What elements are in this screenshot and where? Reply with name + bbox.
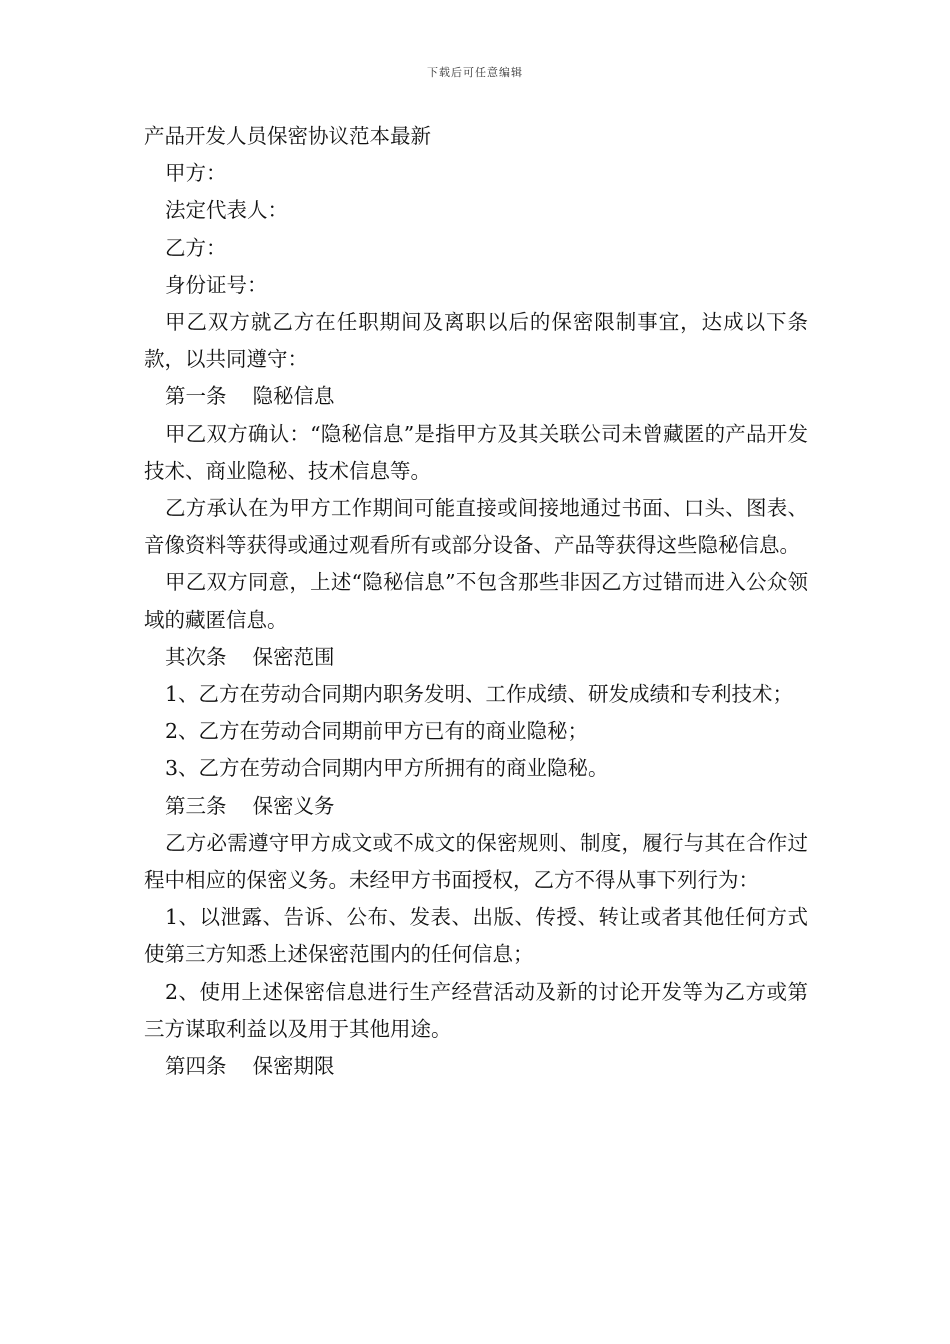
document-title: 产品开发人员保密协议范本最新 <box>144 124 431 148</box>
article-2-number: 其次条 <box>165 644 227 669</box>
article-1-paragraph: 乙方承认在为甲方工作期间可能直接或间接地通过书面、口头、图表、音像资料等获得或通过观看所有或部分设备、产品等获得这些隐秘信息。 <box>144 496 808 558</box>
article-2-item: 2、乙方在劳动合同期前甲方已有的商业隐秘； <box>165 719 589 744</box>
article-3-item: 1、以泄露、告诉、公布、发表、出版、传授、转让或者其他任何方式使第三方知悉上述保密范围内的任何信息； <box>144 905 808 967</box>
page-header-note: 下载后可任意编辑 <box>427 66 523 79</box>
article-1-paragraph: 甲乙双方同意，上述“隐秘信息”不包含那些非因乙方过错而进入公众领域的藏匿信息。 <box>144 570 808 632</box>
article-4-number: 第四条 <box>165 1054 227 1079</box>
article-3-title: 保密义务 <box>252 793 335 818</box>
article-1-number: 第一条 <box>165 384 227 409</box>
article-1-heading <box>144 378 808 415</box>
article-2-item: 1、乙方在劳动合同期内职务发明、工作成绩、研发成绩和专利技术； <box>165 682 794 707</box>
article-3-number: 第三条 <box>165 793 227 818</box>
article-3-item: 2、使用上述保密信息进行生产经营活动及新的讨论开发等为乙方或第三方谋取利益以及用于其他用途。 <box>144 979 808 1041</box>
article-2-heading <box>144 639 808 676</box>
legal-representative-field: 法定代表人： <box>165 198 288 223</box>
article-1-title: 隐秘信息 <box>252 384 335 409</box>
article-4-title: 保密期限 <box>252 1054 335 1079</box>
party-b-field: 乙方： <box>165 235 227 260</box>
article-3-heading <box>144 788 808 825</box>
id-number-field: 身份证号： <box>165 272 268 297</box>
intro-paragraph: 甲乙双方就乙方在任职期间及离职以后的保密限制事宜，达成以下条款，以共同遵守： <box>144 310 808 372</box>
article-3-paragraph: 乙方必需遵守甲方成文或不成文的保密规则、制度，履行与其在合作过程中相应的保密义务。未经甲方书面授权，乙方不得从事下列行为： <box>144 830 808 893</box>
article-2-item: 3、乙方在劳动合同期内甲方所拥有的商业隐秘。 <box>165 756 609 781</box>
document-body <box>144 118 808 1085</box>
party-a-field: 甲方： <box>165 161 227 186</box>
article-1-paragraph: 甲乙双方确认：“隐秘信息”是指甲方及其关联公司未曾藏匿的产品开发技术、商业隐秘、技术信息等。 <box>144 421 808 483</box>
article-2-title: 保密范围 <box>252 644 335 669</box>
article-4-heading <box>144 1048 808 1085</box>
